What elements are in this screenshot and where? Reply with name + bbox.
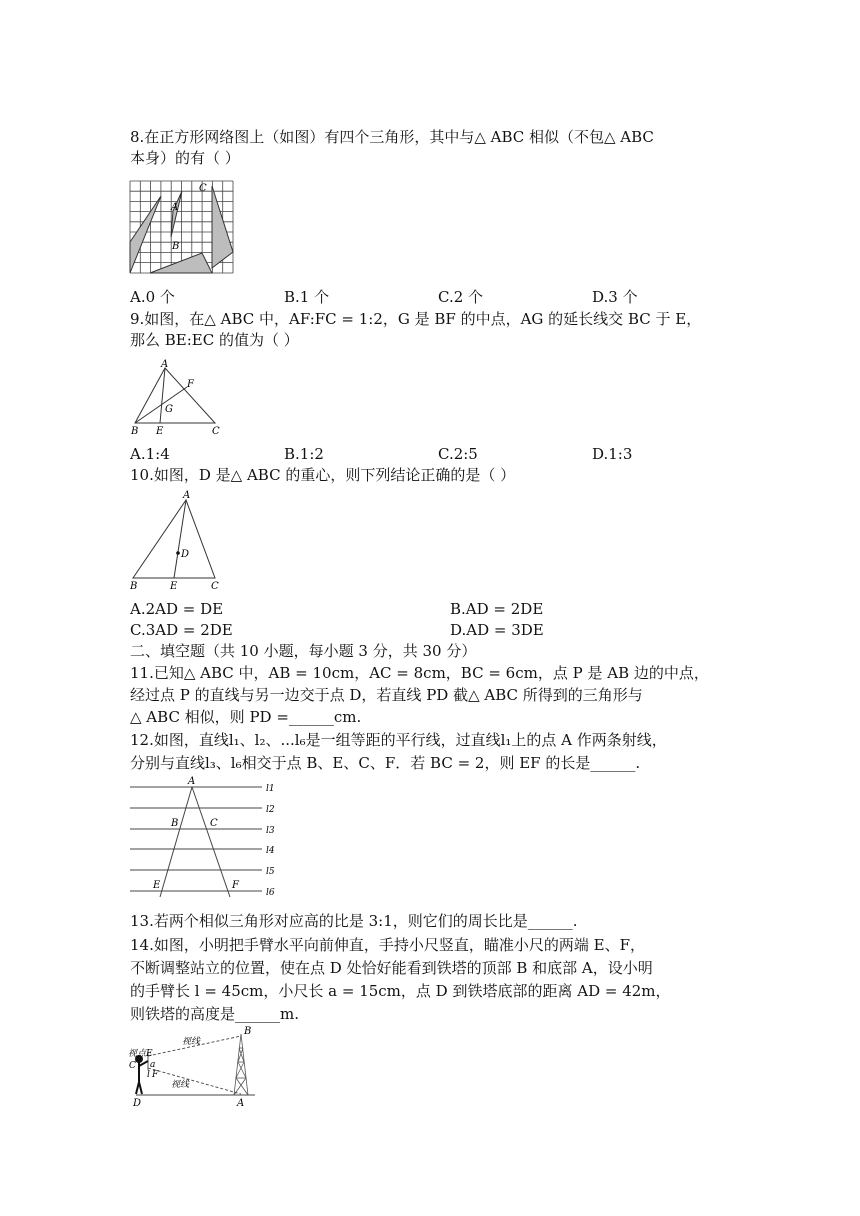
q12-text-line1: 12.如图，直线l₁、l₂、...l₆是一组等距的平行线，过直线l₁上的点 A 作两条射线， — [130, 731, 667, 749]
section2-heading: 二、填空题（共 10 小题，每小题 3 分，共 30 分） — [130, 642, 477, 660]
q14-text-line2: 不断调整站立的位置，使在点 D 处恰好能看到铁塔的顶部 B 和底部 A，设小明 — [130, 959, 653, 977]
q14-label-viewpoint: 视点E — [128, 1049, 153, 1059]
q9-label-a: A — [161, 359, 169, 370]
q14-label-sight-bottom: 视线 — [171, 1080, 190, 1090]
q11-text-line2: 经过点 P 的直线与另一边交于点 D，若直线 PD 截△ ABC 所得到的三角形与 — [130, 686, 643, 704]
q10-label-a: A — [183, 490, 191, 501]
q14-label-a: A — [237, 1098, 245, 1109]
q14-tower-figure — [128, 1026, 263, 1108]
q10-centroid-dot — [176, 551, 180, 555]
q12-label-l5: l5 — [266, 867, 275, 877]
q14-label-c: C — [129, 1061, 136, 1071]
q10-label-e: E — [170, 581, 178, 592]
q9-option-c: C.2:5 — [438, 445, 478, 463]
q8-label-a: A — [171, 202, 179, 213]
q12-label-l4: l4 — [266, 846, 275, 856]
q13-text-line1: 13.若两个相似三角形对应高的比是 3:1，则它们的周长比是______. — [130, 912, 578, 930]
q10-label-c: C — [211, 581, 219, 592]
q8-triangle-left — [130, 196, 161, 273]
q8-triangle-abc — [171, 191, 182, 237]
q12-label-l2: l2 — [266, 805, 275, 815]
q12-label-c: C — [210, 818, 218, 829]
q8-option-c: C.2 个 — [438, 288, 484, 306]
q12-label-l3: l3 — [266, 826, 275, 836]
q8-label-c: C — [199, 183, 207, 194]
q8-label-b: B — [172, 241, 180, 252]
q14-label-d: D — [133, 1098, 142, 1109]
q10-option-b: B.AD = 2DE — [450, 600, 544, 618]
q11-text-line1: 11.已知△ ABC 中，AB = 10cm，AC = 8cm，BC = 6cm，点 P 是 AB 边的中点， — [130, 664, 709, 682]
q14-text-line4: 则铁塔的高度是______m. — [130, 1005, 299, 1023]
q14-label-b: B — [244, 1026, 252, 1037]
q9-label-g: G — [165, 404, 173, 415]
q12-label-l6: l6 — [266, 888, 275, 898]
q14-label-l: l — [147, 1070, 150, 1080]
q8-text-line1: 8.在正方形网络图上（如图）有四个三角形，其中与△ ABC 相似（不包△ ABC — [130, 128, 654, 146]
q10-option-a: A.2AD = DE — [130, 600, 224, 618]
q14-label-sight-top: 视线 — [182, 1037, 201, 1047]
q14-tower — [234, 1034, 248, 1095]
q10-label-d: D — [181, 549, 190, 560]
q9-triangle-figure — [130, 360, 225, 435]
q14-text-line3: 的手臂长 l = 45cm，小尺长 a = 15cm，点 D 到铁塔底部的距离 AD = 42m， — [130, 982, 671, 1000]
q9-label-c: C — [212, 426, 220, 437]
q9-label-f: F — [187, 379, 194, 390]
q12-label-l1: l1 — [266, 784, 275, 794]
q8-text-line2: 本身）的有（ ） — [130, 149, 240, 167]
q12-label-a: A — [188, 776, 196, 787]
q9-option-d: D.1:3 — [592, 445, 633, 463]
q12-label-e: E — [153, 880, 161, 891]
q14-text-line1: 14.如图，小明把手臂水平向前伸直，手持小尺竖直，瞄准小尺的两端 E、F， — [130, 936, 645, 954]
q12-label-b: B — [171, 818, 179, 829]
q8-option-a: A.0 个 — [130, 288, 175, 306]
q8-grid-figure — [130, 181, 233, 273]
q8-option-b: B.1 个 — [284, 288, 330, 306]
q9-label-b: B — [131, 426, 139, 437]
q10-label-b: B — [130, 581, 138, 592]
q11-text-line3: △ ABC 相似，则 PD =______cm. — [130, 708, 362, 726]
q10-option-c: C.3AD = 2DE — [130, 621, 233, 639]
q12-label-f: F — [232, 880, 239, 891]
q9-text-line1: 9.如图，在△ ABC 中，AF:FC = 1:2，G 是 BF 的中点，AG 的延长线交 BC 于 E， — [130, 310, 702, 328]
q10-text-line1: 10.如图，D 是△ ABC 的重心，则下列结论正确的是（ ） — [130, 466, 516, 484]
q14-label-a-small: a — [150, 1060, 156, 1070]
q9-text-line2: 那么 BE:EC 的值为（ ） — [130, 331, 299, 349]
q12-parallel-lines-figure — [130, 777, 280, 899]
q8-option-d: D.3 个 — [592, 288, 638, 306]
q12-text-line2: 分别与直线l₃、l₆相交于点 B、E、C、F．若 BC = 2，则 EF 的长是______. — [130, 754, 641, 772]
q9-label-e: E — [156, 426, 164, 437]
q9-option-a: A.1:4 — [130, 445, 170, 463]
q10-triangle-figure — [130, 492, 225, 592]
q14-label-f: F — [152, 1070, 159, 1080]
q10-option-d: D.AD = 3DE — [450, 621, 544, 639]
q9-option-b: B.1:2 — [284, 445, 324, 463]
